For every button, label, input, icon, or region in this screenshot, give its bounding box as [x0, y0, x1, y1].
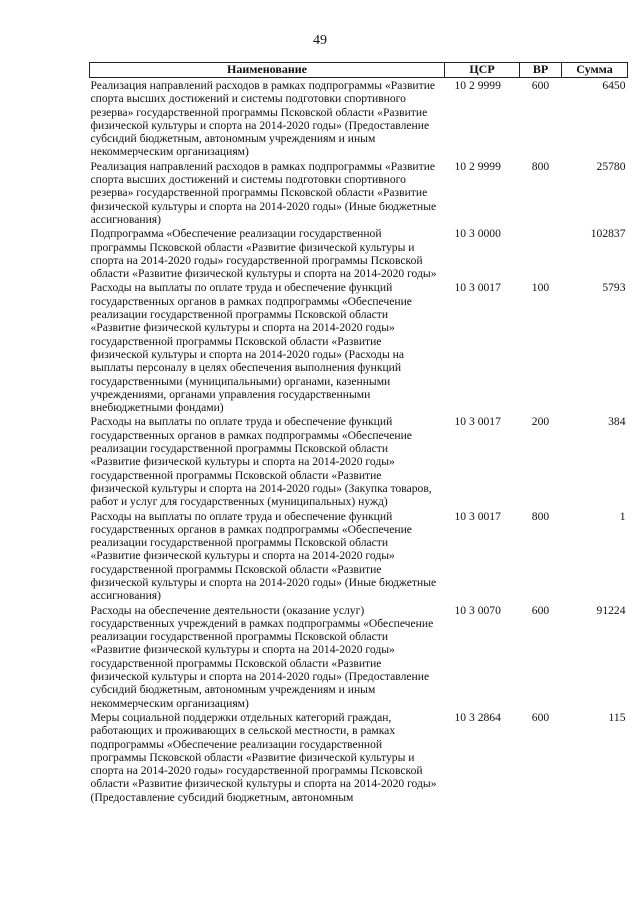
cell-sum: 102837 — [590, 227, 626, 241]
cell-name: Расходы на выплаты по оплате труда и обеспечение функций государственных органов в рамках подпрограммы «Обеспечение реализации государственной программы Псковской области «Развитие физической культуры и спорта на 2014-2020 годы» государственной программы Псковской области «Развитие физической культуры и спорта на 2014-2020 годы» (Расходы на выплаты персоналу в целях обеспечения выполнения функций государственными (муниципальными) органами, казенными учреждениями, органами управления государственными внебюджетными фондами) — [90, 281, 412, 415]
cell-csr: 10 3 0017 — [454, 509, 501, 523]
cell-csr: 10 3 2864 — [454, 710, 501, 724]
cell-name: Расходы на выплаты по оплате труда и обеспечение функций государственных органов в рамках подпрограммы «Обеспечение реализации государственной программы Псковской области «Развитие физической культуры и спорта на 2014-2020 годы» государственной программы Псковской области «Развитие физической культуры и спорта на 2014-2020 годы» (Закупка товаров, работ и услуг для государственных (муниципальных) нужд) — [90, 415, 432, 509]
table-header-row — [90, 63, 628, 78]
cell-vr: 600 — [531, 603, 550, 617]
table-row — [90, 78, 628, 159]
cell-sum: 1 — [619, 509, 626, 523]
cell-csr: 10 3 0017 — [454, 281, 501, 295]
header-csr: ЦСР — [445, 63, 520, 78]
budget-table — [89, 62, 628, 804]
cell-name: Расходы на выплаты по оплате труда и обеспечение функций государственных органов в рамках подпрограммы «Обеспечение реализации государственной программы Псковской области «Развитие физической культуры и спорта на 2014-2020 годы» государственной программы Псковской области «Развитие физической культуры и спорта на 2014-2020 годы» (Иные бюджетные ассигнования) — [90, 509, 437, 603]
cell-vr: 200 — [531, 415, 550, 429]
header-sum: Сумма — [562, 63, 628, 78]
page-number: 49 — [313, 33, 327, 48]
cell-sum: 91224 — [596, 603, 626, 617]
cell-name: Расходы на обеспечение деятельности (оказание услуг) государственных учреждений в рамках подпрограммы «Обеспечение реализации государственной программы Псковской области «Развитие физической культуры и спорта на 2014-2020 годы» государственной программы Псковской области «Развитие физической культуры и спорта на 2014-2020 годы» (Предоставление субсидий бюджетным, автономным учреждениям и иным некоммерческим организациям) — [90, 603, 434, 710]
header-name: Наименование — [90, 63, 445, 78]
cell-csr: 10 2 9999 — [454, 79, 501, 92]
table-row — [90, 226, 628, 280]
cell-sum: 6450 — [602, 79, 626, 92]
cell-vr: 600 — [531, 710, 550, 724]
cell-csr: 10 3 0070 — [454, 603, 501, 617]
cell-name: Подпрограмма «Обеспечение реализации государственной программы Псковской области «Развитие физической культуры и спорта на 2014-2020 годы» государственной программы Псковской области «Развитие физической культуры и спорта на 2014-2020 годы» — [90, 227, 437, 281]
table-row — [90, 280, 628, 414]
cell-vr: 800 — [531, 159, 550, 173]
table-row — [90, 414, 628, 508]
table-row — [90, 603, 628, 710]
table-row — [90, 509, 628, 603]
cell-csr: 10 2 9999 — [454, 159, 501, 173]
table-row — [90, 159, 628, 226]
header-vr: ВР — [520, 63, 562, 78]
cell-name: Меры социальной поддержки отдельных категорий граждан, работающих и проживающих в сельской местности, в рамках подпрограммы «Обеспечение реализации государственной программы Псковской области «Развитие физической культуры и спорта на 2014-2020 годы» государственной программы Псковской области «Развитие физической культуры и спорта на 2014-2020 годы» (Предоставление субсидий бюджетным, автономным — [90, 710, 437, 804]
cell-sum: 384 — [608, 415, 626, 429]
cell-vr: 800 — [531, 509, 550, 523]
cell-vr: 600 — [531, 79, 550, 92]
cell-csr: 10 3 0017 — [454, 415, 501, 429]
cell-sum: 5793 — [602, 281, 626, 295]
table-row — [90, 710, 628, 804]
cell-vr — [520, 226, 562, 280]
cell-name: Реализация направлений расходов в рамках подпрограммы «Развитие спорта высших достижений и системы подготовки спортивного резерва» государственной программы Псковской области «Развитие физической культуры и спорта на 2014-2020 годы» (Иные бюджетные ассигнования) — [90, 159, 437, 226]
cell-vr: 100 — [531, 281, 550, 295]
cell-name: Реализация направлений расходов в рамках подпрограммы «Развитие спорта высших достижений и системы подготовки спортивного резерва» государственной программы Псковской области «Развитие физической культуры и спорта на 2014-2020 годы» (Предоставление субсидий бюджетным, автономным учреждениям и иным некоммерческим организациям) — [90, 79, 436, 159]
cell-csr: 10 3 0000 — [454, 227, 501, 241]
cell-sum: 115 — [608, 710, 626, 724]
cell-sum: 25780 — [596, 159, 626, 173]
